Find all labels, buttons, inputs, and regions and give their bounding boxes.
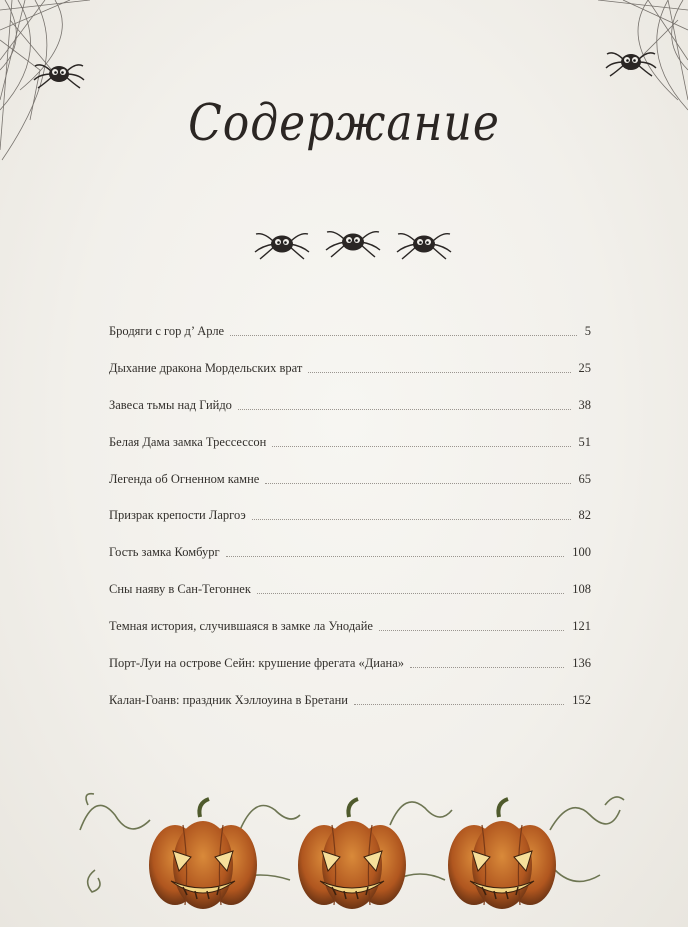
toc-entry-title: Дыхание дракона Мордельских врат <box>109 360 303 375</box>
toc-dot-leader <box>354 693 564 705</box>
toc-entry-page-number: 38 <box>578 397 591 412</box>
toc-entry-page-number: 100 <box>572 545 591 560</box>
page-title: Содержание <box>188 94 500 153</box>
toc-dot-leader <box>257 582 564 594</box>
toc-entry-title: Бродяги с гор д’ Арле <box>109 324 225 338</box>
table-of-contents <box>109 324 591 730</box>
toc-entry-title: Гость замка Комбург <box>109 545 220 560</box>
toc-dot-leader <box>238 398 571 410</box>
toc-dot-leader <box>230 324 577 336</box>
toc-dot-leader <box>226 545 565 557</box>
toc-entry-page-number: 5 <box>584 324 591 338</box>
toc-entry <box>109 508 591 545</box>
toc-entry <box>109 398 591 435</box>
toc-entry-title: Завеса тьмы над Гийдо <box>109 397 232 412</box>
toc-entry <box>109 619 591 656</box>
toc-entry-title: Темная история, случившаяся в замке ла Унодайе <box>109 619 373 634</box>
toc-dot-leader <box>265 472 570 484</box>
toc-entry-page-number: 51 <box>578 434 591 449</box>
toc-entry-title: Легенда об Огненном камне <box>109 471 260 486</box>
toc-entry-title: Призрак крепости Ларгоэ <box>109 508 246 523</box>
spider-icon <box>32 52 86 92</box>
toc-entry <box>109 472 591 509</box>
toc-entry <box>109 545 591 582</box>
toc-entry-page-number: 136 <box>572 656 591 671</box>
toc-entry-title: Калан-Гоанв: праздник Хэллоуина в Бретани <box>109 692 348 707</box>
toc-entry-page-number: 108 <box>572 582 591 597</box>
toc-entry-page-number: 152 <box>572 692 591 707</box>
toc-entry-page-number: 121 <box>572 619 591 634</box>
toc-entry <box>109 324 591 361</box>
toc-entry-title: Белая Дама замка Трессессон <box>109 434 267 449</box>
toc-entry-title: Порт-Луи на острове Сейн: крушение фрегата «Диана» <box>109 656 404 671</box>
toc-entry <box>109 361 591 398</box>
toc-dot-leader <box>410 656 564 668</box>
toc-entry-title: Сны наяву в Сан-Тегоннек <box>109 582 251 597</box>
toc-entry <box>109 435 591 472</box>
toc-entry-page-number: 25 <box>578 360 591 375</box>
spider-icon <box>604 40 658 80</box>
toc-dot-leader <box>379 619 564 631</box>
spider-divider-icon <box>252 222 458 262</box>
toc-dot-leader <box>272 435 570 447</box>
toc-entry <box>109 693 591 730</box>
pumpkins-footer-icon <box>0 770 688 927</box>
toc-entry <box>109 582 591 619</box>
toc-entry-page-number: 65 <box>578 471 591 486</box>
toc-entry <box>109 656 591 693</box>
toc-entry-page-number: 82 <box>578 508 591 523</box>
toc-dot-leader <box>308 361 570 373</box>
toc-dot-leader <box>252 508 571 520</box>
